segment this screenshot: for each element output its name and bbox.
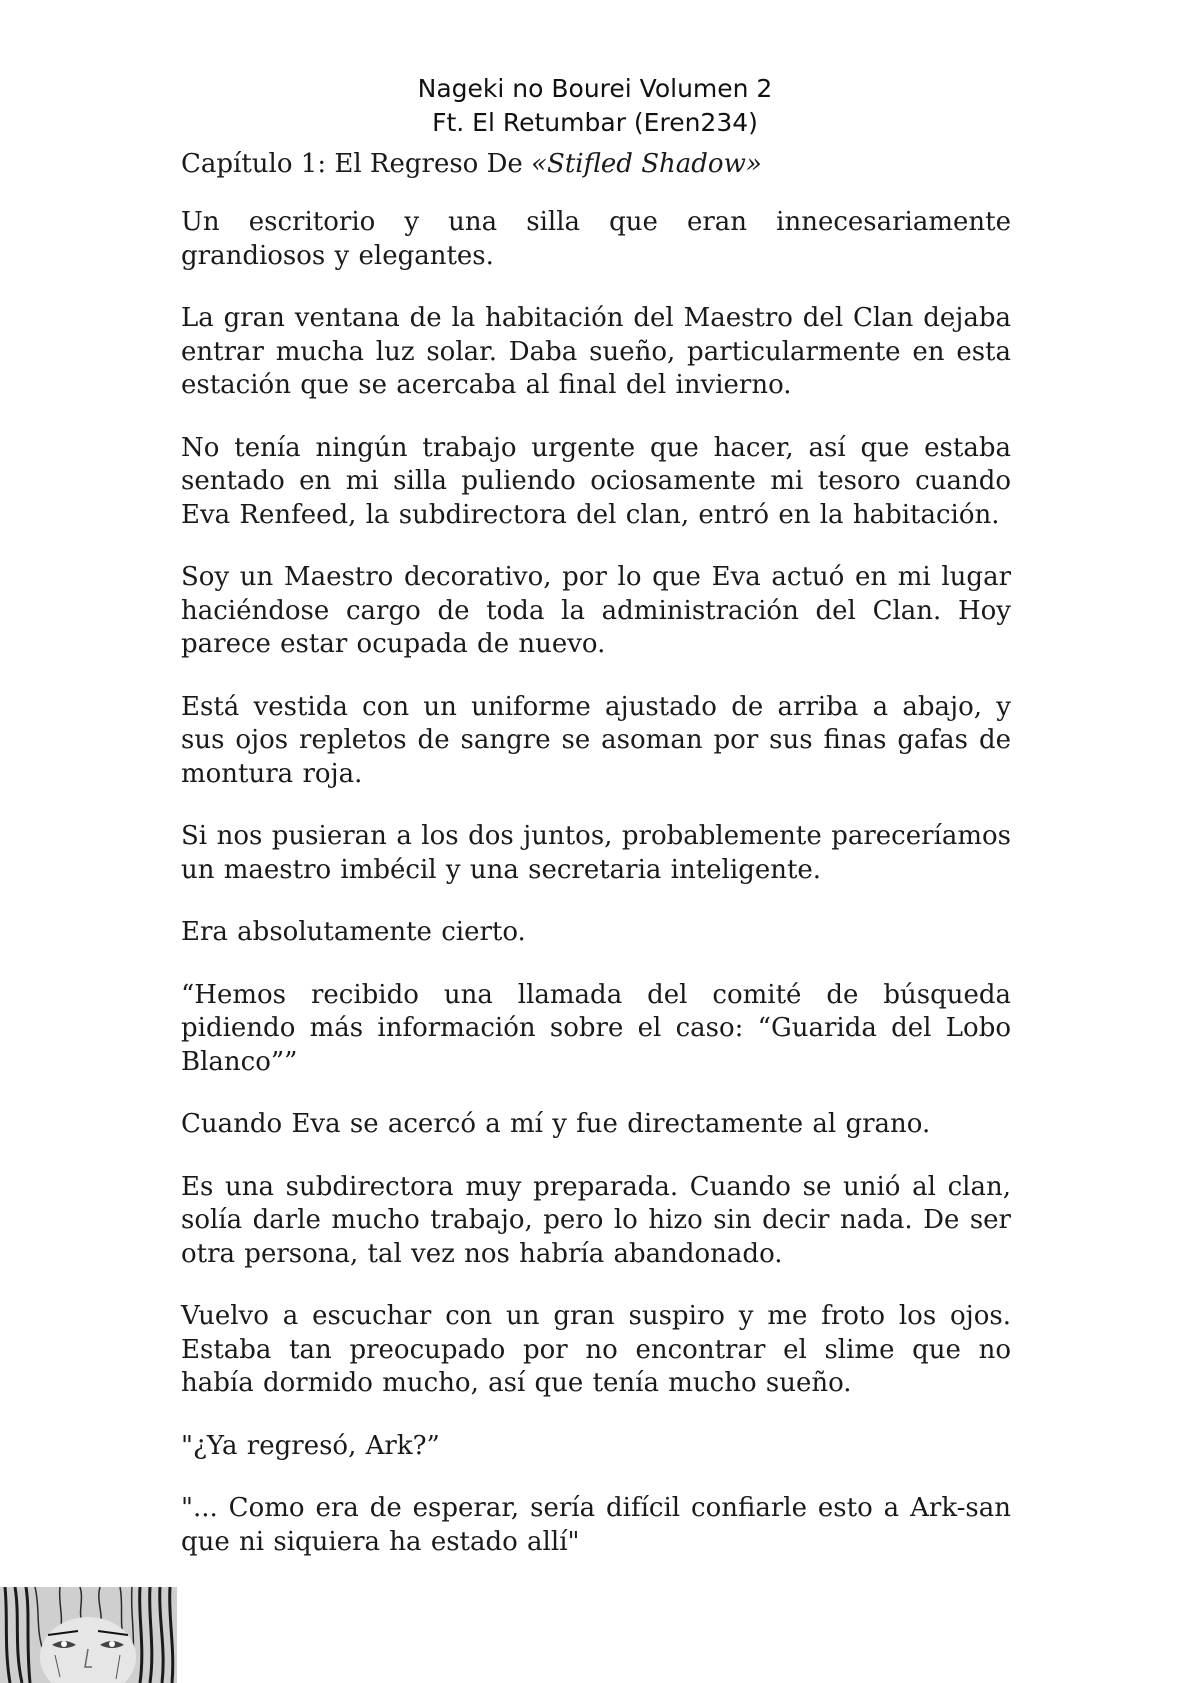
paragraph: Vuelvo a escuchar con un gran suspiro y me froto los ojos. Estaba tan preocupado por no encontrar el slime que no había dormido mucho, así que tenía mucho sueño. [181,1301,1011,1398]
paragraph: Era absolutamente cierto. [181,917,526,947]
paragraph: Es una subdirectora muy preparada. Cuando se unió al clan, solía darle mucho trabajo, pero lo hizo sin decir nada. De ser otra persona, tal vez nos habría abandonado. [181,1171,1011,1269]
page-header [0,72,1190,140]
chapter-title-italic: «Stifled Shadow» [531,149,762,179]
paragraph: “Hemos recibido una llamada del comité de búsqueda pidiendo más información sobre el caso: “Guarida del Lobo Blanco”” [181,979,1011,1077]
header-volume-title: Nageki no Bourei Volumen 2 [417,74,773,103]
paragraph: Cuando Eva se acercó a mí y fue directamente al grano. [181,1109,931,1139]
paragraph: Un escritorio y una silla que eran innecesariamente grandiosos y elegantes. [181,207,1011,271]
paragraph: Soy un Maestro decorativo, por lo que Eva actuó en mi lugar haciéndose cargo de toda la administración del Clan. Hoy parece estar ocupada de nuevo. [181,562,1011,659]
paragraph: La gran ventana de la habitación del Maestro del Clan dejaba entrar mucha luz solar. Daba sueño, particularmente en esta estación que se acercaba al final del invierno. [181,303,1011,400]
corner-illustration [0,1587,177,1683]
header-credit: Ft. El Retumbar (Eren234) [432,108,758,137]
paragraph: Está vestida con un uniforme ajustado de arriba a abajo, y sus ojos repletos de sangre se asoman por sus finas gafas de montura roja. [181,691,1011,789]
paragraph: Si nos pusieran a los dos juntos, probablemente pareceríamos un maestro imbécil y una secretaria inteligente. [181,821,1011,885]
paragraph: No tenía ningún trabajo urgente que hacer, así que estaba sentado en mi silla puliendo ociosamente mi tesoro cuando Eva Renfeed, la subdirectora del clan, entró en la habitación. [181,432,1011,530]
paragraph: "¿Ya regresó, Ark?” [181,1430,440,1461]
paragraph: "... Como era de esperar, sería difícil confiarle esto a Ark-san que ni siquiera ha estado allí" [181,1493,1011,1557]
document-body [181,147,1011,1588]
chapter-title [181,147,1011,181]
chapter-title-prefix: Capítulo 1: El Regreso De [181,149,532,179]
manga-face-illustration [0,1587,177,1683]
